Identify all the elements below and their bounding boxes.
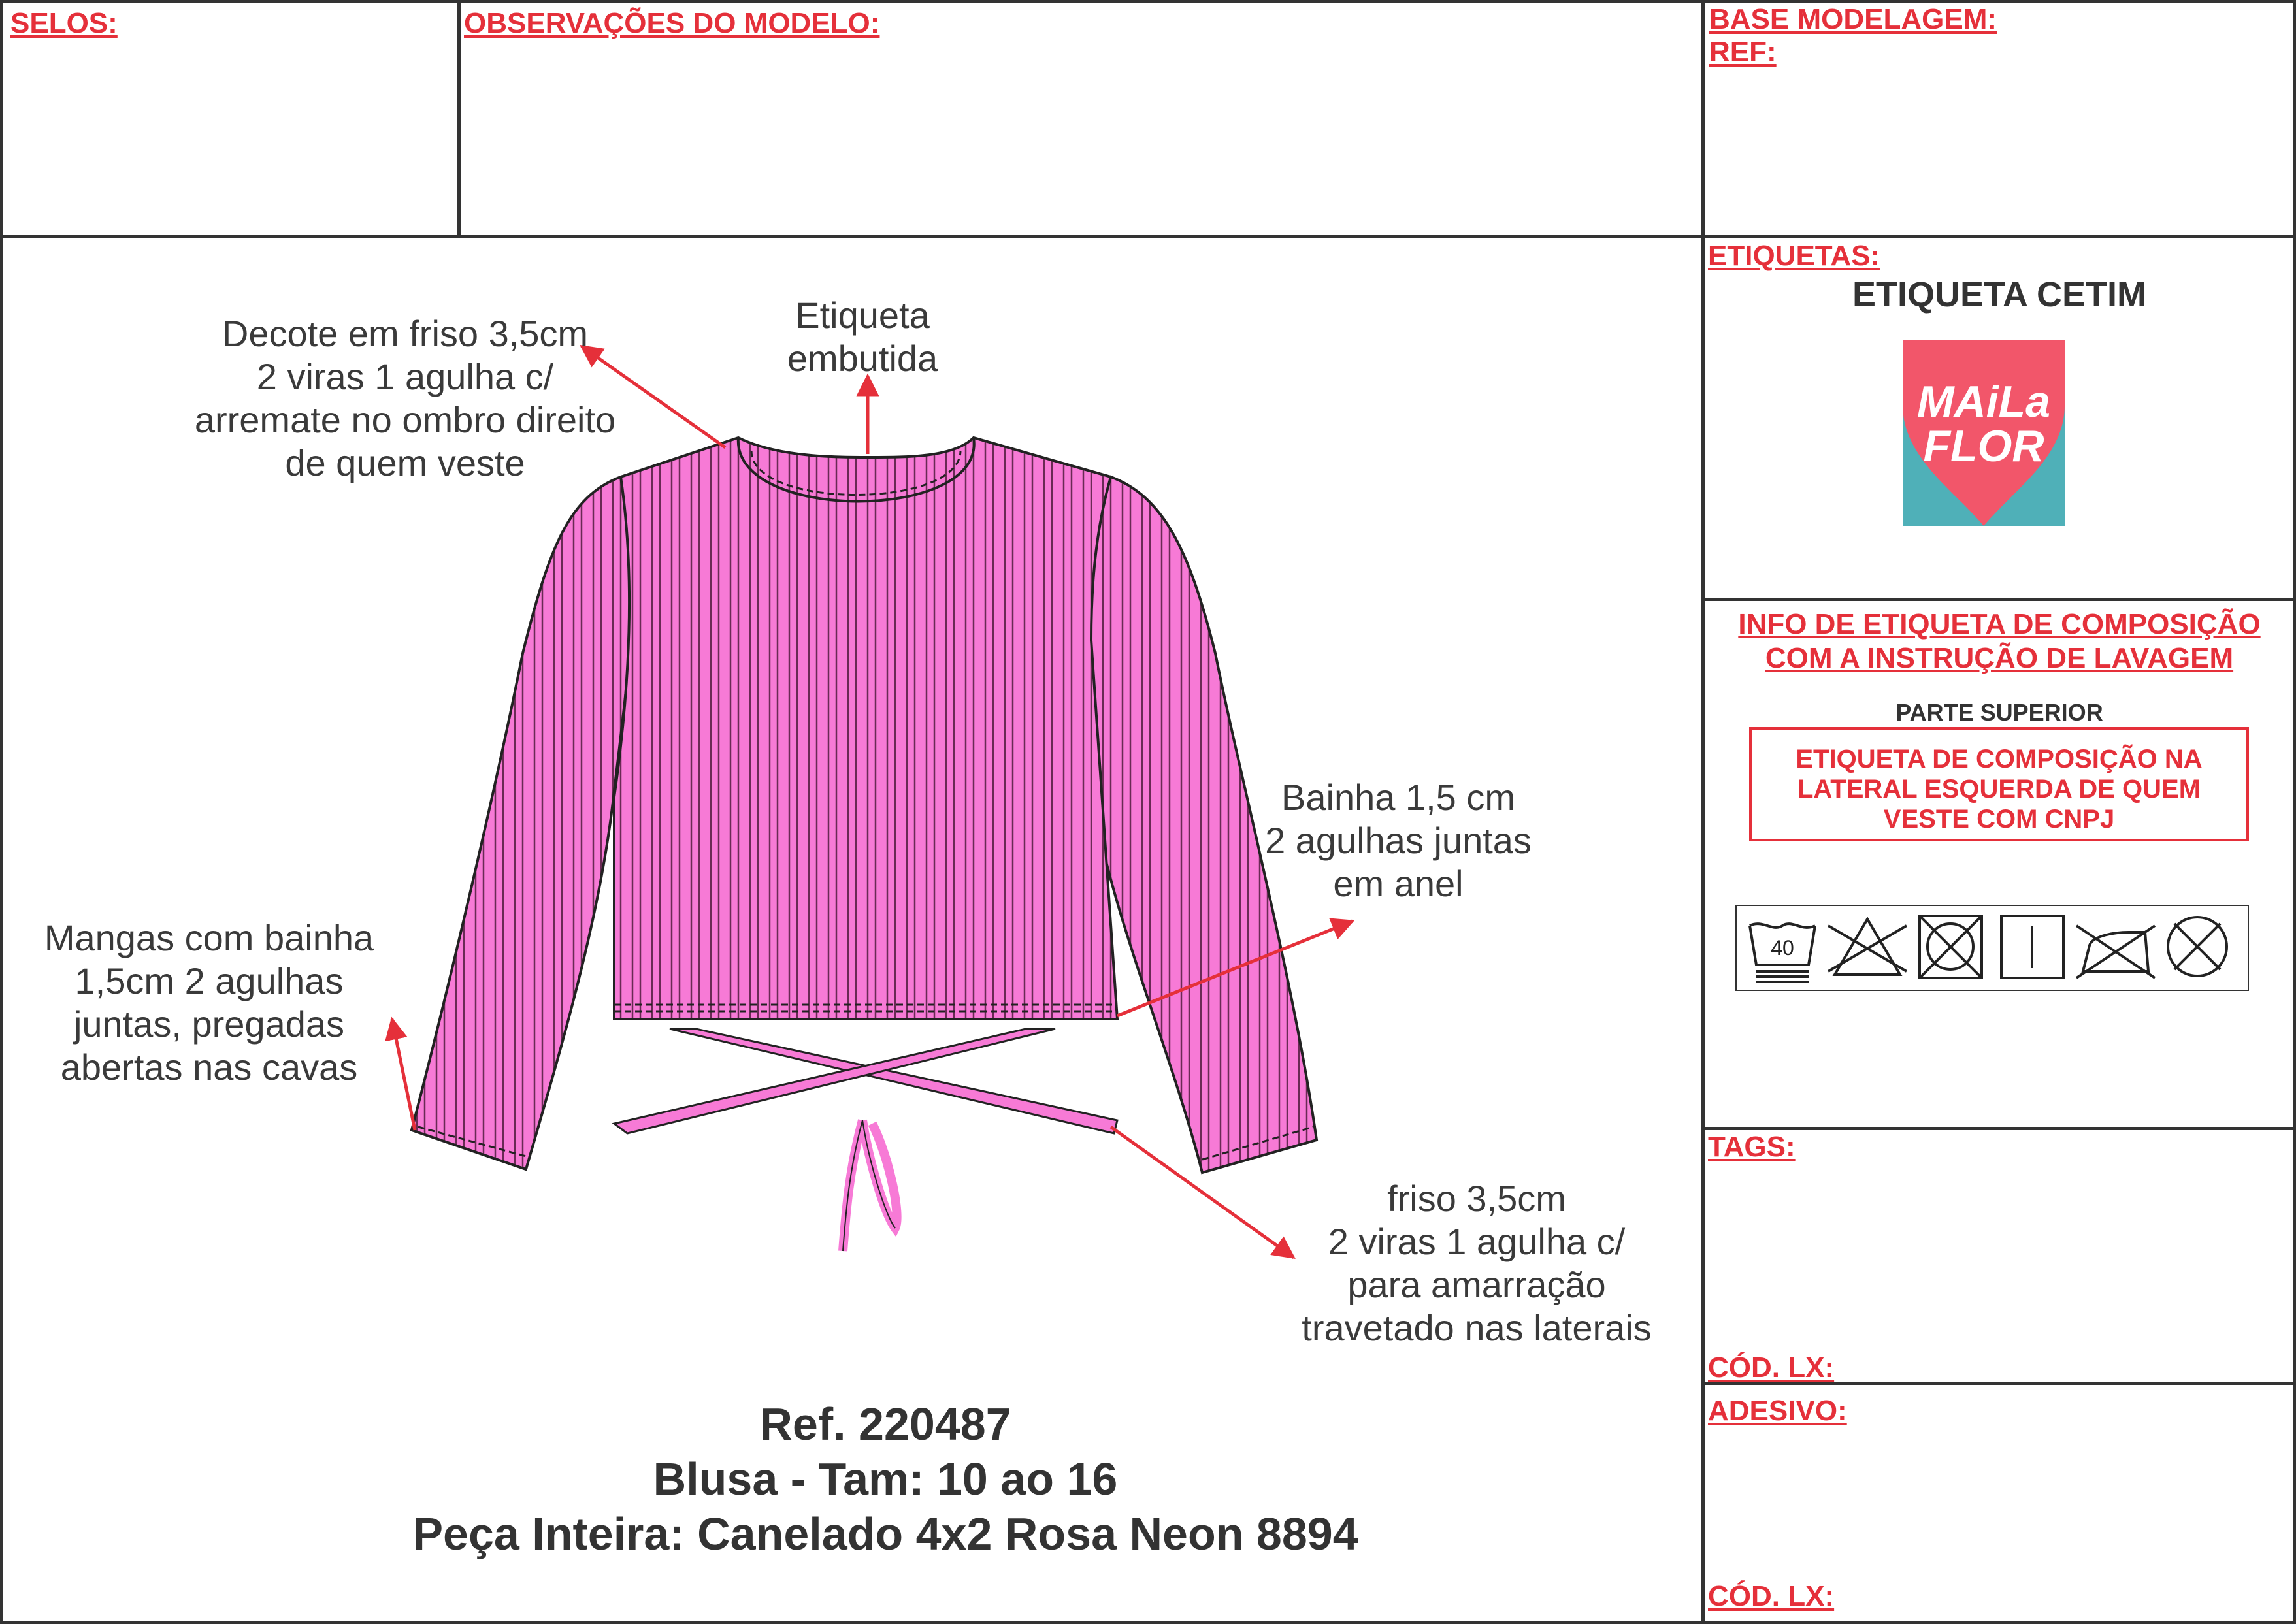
composicao-box	[1749, 727, 2249, 841]
cod-lx-label-1: CÓD. LX:	[1708, 1352, 1835, 1384]
product-ref: Ref. 220487	[759, 1399, 1011, 1450]
composicao-line3: VESTE COM CNPJ	[1883, 805, 2115, 834]
etiquetas-label: ETIQUETAS:	[1708, 240, 1880, 272]
tie-strap-2	[614, 1029, 1055, 1133]
composicao-line1: ETIQUETA DE COMPOSIÇÃO NA	[1796, 745, 2203, 773]
base-modelagem-label: BASE MODELAGEM:	[1709, 3, 1997, 35]
no-tumble-dry-icon	[1920, 916, 1982, 978]
selos-label: SELOS:	[10, 7, 118, 39]
annotation-friso: friso 3,5cm 2 viras 1 agulha c/ para amarração travetado nas laterais	[1302, 1178, 1652, 1348]
logo-text-line2: FLOR	[1923, 421, 2044, 471]
adesivo-label: ADESIVO:	[1708, 1395, 1847, 1427]
blouse-body	[614, 438, 1117, 1019]
tie-bow	[843, 1120, 897, 1251]
product-name: Blusa - Tam: 10 ao 16	[653, 1453, 1118, 1504]
care-symbols-strip	[1735, 905, 2249, 991]
wash-temp: 40	[1771, 936, 1794, 960]
composicao-line2: LATERAL ESQUERDA DE QUEM	[1797, 775, 2201, 804]
cod-lx-label-2: CÓD. LX:	[1708, 1580, 1835, 1612]
tie-strap-1	[670, 1029, 1117, 1133]
sidebar-line-2	[1703, 598, 2296, 601]
logo-text-line1: MAiLa	[1917, 377, 2050, 427]
annotation-decote: Decote em friso 3,5cm 2 viras 1 agulha c/ arremate no ombro direito de quem veste	[194, 313, 616, 483]
etiqueta-cetim-title: ETIQUETA CETIM	[1852, 275, 2146, 314]
left-sleeve	[412, 477, 640, 1169]
sidebar-divider	[1701, 0, 1705, 1624]
parte-superior-label: PARTE SUPERIOR	[1895, 699, 2103, 726]
annotation-bainha: Bainha 1,5 cm 2 agulhas juntas em anel	[1265, 777, 1532, 904]
info-label-line2: COM A INSTRUÇÃO DE LAVAGEM	[1765, 642, 2234, 674]
ref-label: REF:	[1709, 36, 1777, 68]
observacoes-label: OBSERVAÇÕES DO MODELO:	[464, 7, 880, 39]
info-label-line1: INFO DE ETIQUETA DE COMPOSIÇÃO	[1738, 608, 2261, 640]
tags-label: TAGS:	[1708, 1131, 1796, 1163]
wash-40-icon	[1750, 924, 1815, 982]
no-iron-icon	[2076, 926, 2155, 978]
sidebar-line-1	[1703, 235, 2296, 238]
no-bleach-icon	[1828, 919, 1907, 975]
product-fabric: Peça Inteira: Canelado 4x2 Rosa Neon 8894	[412, 1508, 1358, 1559]
maila-flor-logo	[1903, 340, 2065, 526]
annotation-mangas: Mangas com bainha 1,5cm 2 agulhas juntas, pregadas abertas nas cavas	[44, 917, 374, 1088]
no-dry-clean-icon	[2168, 917, 2227, 976]
annotation-etiqueta: Etiqueta embutida	[787, 295, 938, 379]
line-dry-icon	[2001, 916, 2063, 978]
